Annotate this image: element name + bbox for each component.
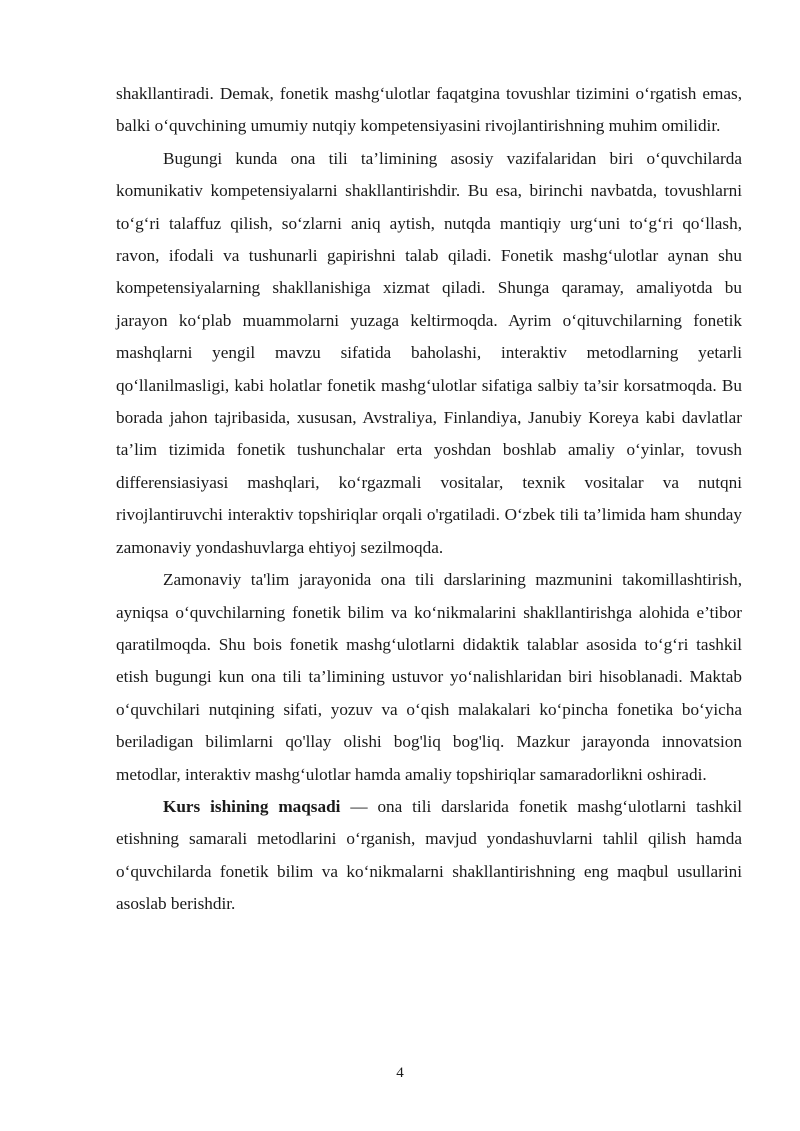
paragraph-communicative-competence: Bugungi kunda ona tili ta’limining asosiy vazifalaridan biri o‘quvchilarda komunikativ kompetensiyalarni shakllantirishdir. Bu esa, birinchi navbatda, tovushlarni to‘g‘ri talaffuz qilish, so‘zlarni aniq aytish, nutqda mantiqiy urg‘uni to‘g‘ri qo‘llash, ravon, ifodali va tushunarli gapirishni talab qiladi. Fonetik mashg‘ulotlar aynan shu kompetensiyalarning shakllanishiga xizmat qiladi. Shunga qaramay, amaliyotda bu jarayon ko‘plab muammolarni yuzaga keltirmoqda. Ayrim o‘qituvchilarning fonetik mashqlarni yengil mavzu sifatida baholashi, interaktiv metodlarning yetarli qo‘llanilmasligi, kabi holatlar fonetik mashg‘ulotlar sifatiga salbiy ta’sir korsatmoqda. Bu borada jahon tajribasida, xususan, Avstraliya, Finlandiya, Janubiy Koreya kabi davlatlar ta’lim tizimida fonetik tushunchalar erta yoshdan boshlab amaliy o‘yinlar, tovush differensiasiyasi mashqlari, ko‘rgazmali vositalar, texnik vositalar va nutqni rivojlantiruvchi interaktiv topshiriqlar orqali o'rgatiladi. O‘zbek tili ta’limida ham shunday zamonaviy yondashuvlarga ehtiyoj sezilmoqda. [116,148,742,557]
paragraph-modern-education: Zamonaviy ta'lim jarayonida ona tili darslarining mazmunini takomillashtirish, ayniqsa o‘quvchilarning fonetik bilim va ko‘nikmalarini shakllantirishga alohida e’tibor qaratilmoqda. Shu bois fonetik mashg‘ulotlarni didaktik talablar asosida to‘g‘ri tashkil etish bugungi kun ona tili ta’limining ustuvor yo‘nalishlaridan biri hisoblanadi. Maktab o‘quvchilari nutqining sifati, yozuv va o‘qish malakalari ko‘pincha fonetika bo‘yicha beriladigan bilimlarni qo'llay olishi bog'liq bog'liq. Mazkur jarayonda innovatsion metodlar, interaktiv mashg‘ulotlar hamda amaliy topshiriqlar samaradorlikni oshiradi. [116,570,742,784]
paragraph-continuation: shakllantiradi. Demak, fonetik mashg‘ulotlar faqatgina tovushlar tizimini o‘rgatish emas, balki o‘quvchining umumiy nutqiy kompetensiyasini rivojlantirishning muhim omilidir. [116,84,742,136]
page-number: 4 [396,1065,404,1081]
course-goal-heading: Kurs ishining maqsadi [163,796,341,816]
paragraph-course-goal [116,791,742,921]
document-page [116,78,742,921]
course-goal-text: — ona tili darslarida fonetik mashg‘ulotlarni tashkil etishning samarali metodlarini o‘rganish, mavjud yondashuvlarni tahlil qilish hamda o‘quvchilarda fonetik bilim va ko‘nikmalarni shakllantirishning eng maqbul usullarini asoslab berishdir. [116,796,742,914]
